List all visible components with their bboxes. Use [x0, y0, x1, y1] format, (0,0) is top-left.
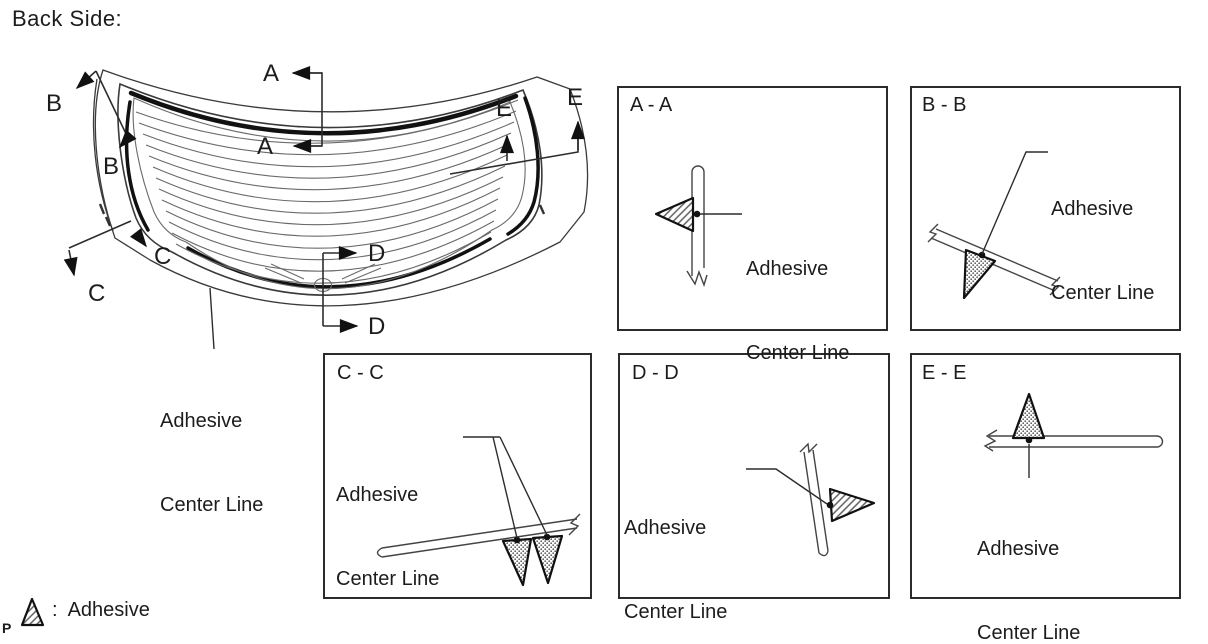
callout-c-c-line2: Center Line	[336, 568, 440, 590]
marker-a-bottom: A	[257, 133, 274, 160]
adhesive-bead-b	[964, 250, 995, 298]
main-callout-line2: Center Line	[160, 494, 264, 516]
callout-e-e-line1: Adhesive	[977, 538, 1060, 560]
section-title-c-c: C - C	[337, 362, 384, 384]
page-title: Back Side:	[12, 6, 123, 31]
adhesive-bead-e	[1013, 394, 1044, 438]
callout-b-b-line1: Adhesive	[1051, 198, 1134, 220]
adhesive-bead-d	[830, 489, 874, 521]
section-e-e-drawing	[985, 394, 1163, 478]
callout-c-c	[336, 425, 439, 644]
marker-a-top: A	[263, 60, 280, 87]
callout-d-d-line1: Adhesive	[624, 517, 707, 539]
main-adhesive-centerline-leader	[210, 288, 214, 349]
main-callout-line1: Adhesive	[160, 410, 243, 432]
callout-e-e	[977, 479, 1080, 644]
marker-b-outer: B	[46, 90, 63, 117]
marker-c-inner: C	[154, 243, 172, 270]
marker-b-inner: B	[103, 153, 120, 180]
callout-e-e-line2: Center Line	[977, 622, 1081, 644]
callout-b-b-line2: Center Line	[1051, 282, 1155, 304]
callout-a-a	[746, 199, 849, 423]
adhesive-bead-c2	[533, 536, 562, 583]
main-adhesive-centerline-label	[160, 351, 263, 575]
marker-c-outer: C	[88, 280, 106, 307]
section-a-a-drawing	[656, 166, 742, 285]
section-title-b-b: B - B	[922, 94, 967, 116]
centerline-dot-e	[1026, 437, 1033, 444]
section-d-d-drawing	[746, 444, 874, 556]
centerline-dot-d	[827, 502, 834, 509]
section-b-b-drawing	[928, 152, 1060, 298]
marker-d-bottom: D	[368, 313, 386, 340]
callout-c-c-line1: Adhesive	[336, 484, 419, 506]
legend-label: : Adhesive	[52, 599, 150, 621]
adhesive-bead-a	[656, 198, 693, 231]
adhesive-triangle-icon	[22, 599, 43, 625]
callout-a-a-line1: Adhesive	[746, 258, 829, 280]
centerline-dot-a	[694, 211, 701, 218]
page-marker: P	[2, 620, 12, 636]
callout-a-a-line2: Center Line	[746, 342, 850, 364]
section-title-d-d: D - D	[632, 362, 679, 384]
adhesive-bead-c1	[503, 539, 531, 585]
marker-d-top: D	[368, 240, 386, 267]
callout-d-d-line2: Center Line	[624, 601, 728, 623]
section-title-a-a: A - A	[630, 94, 673, 116]
callout-d-d	[624, 458, 727, 644]
marker-e-outer: E	[567, 84, 584, 111]
section-title-e-e: E - E	[922, 362, 967, 384]
marker-e-inner: E	[496, 95, 513, 122]
callout-b-b	[1051, 139, 1154, 363]
